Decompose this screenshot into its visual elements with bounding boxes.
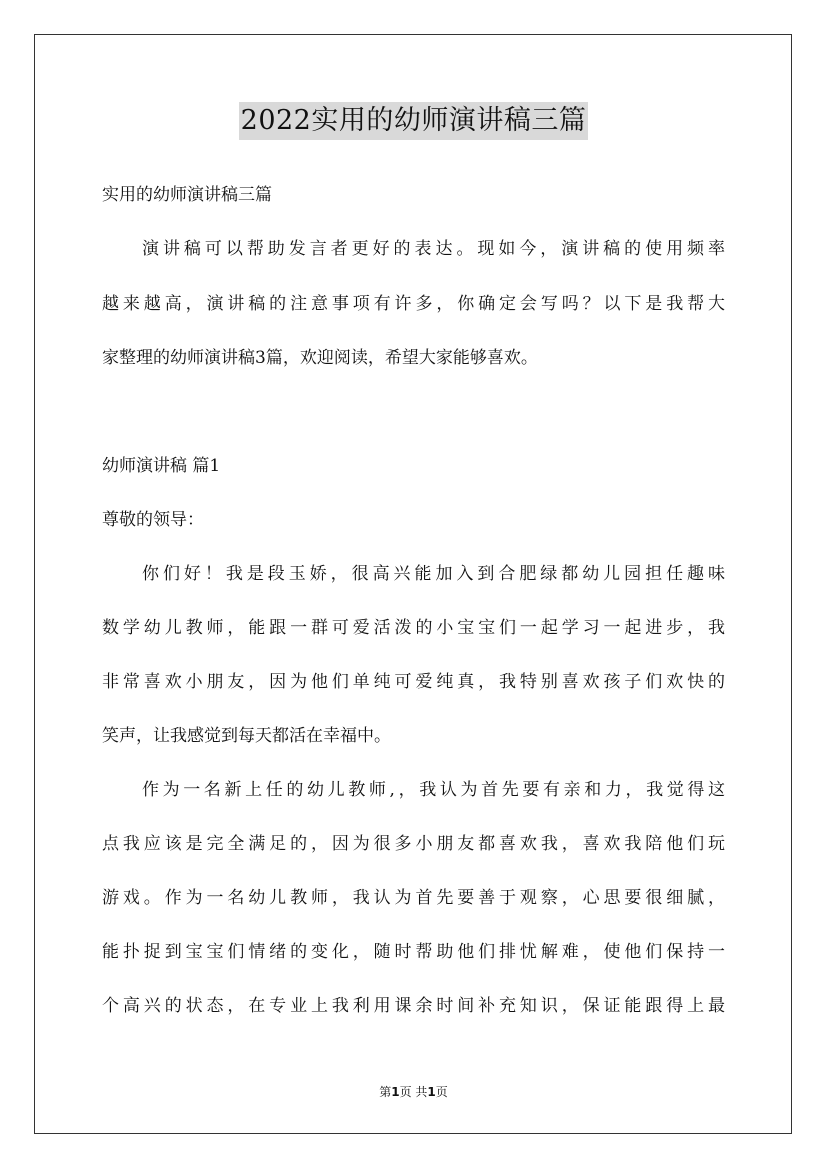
footer-page-number: 1 xyxy=(391,1085,400,1099)
para2-line-3: 游戏。作为一名幼儿教师，我认为首先要善于观察，心思要很细腻， xyxy=(102,888,725,908)
document-subtitle: 实用的幼师演讲稿三篇 xyxy=(102,185,272,205)
para2-line-5: 个高兴的状态，在专业上我利用课余时间补充知识，保证能跟得上最 xyxy=(102,996,725,1016)
para2-line-2: 点我应该是完全满足的，因为很多小朋友都喜欢我，喜欢我陪他们玩 xyxy=(102,834,725,854)
intro-line-2: 越来越高，演讲稿的注意事项有许多，你确定会写吗？以下是我帮大 xyxy=(102,294,725,314)
para1-line-1: 你们好！我是段玉娇，很高兴能加入到合肥绿都幼儿园担任趣味 xyxy=(142,564,725,584)
para2-line-4: 能扑捉到宝宝们情绪的变化，随时帮助他们排忧解难，使他们保持一 xyxy=(102,942,725,962)
document-title: 2022实用的幼师演讲稿三篇 xyxy=(239,102,589,140)
footer-page-prefix: 第 xyxy=(379,1085,392,1099)
para1-line-4: 笑声，让我感觉到每天都活在幸福中。 xyxy=(102,726,391,746)
section-heading: 幼师演讲稿 篇1 xyxy=(102,456,221,476)
footer-page-mid: 页 共 xyxy=(399,1085,428,1099)
intro-line-3: 家整理的幼师演讲稿3篇，欢迎阅读，希望大家能够喜欢。 xyxy=(102,348,538,368)
page-footer xyxy=(0,1084,827,1100)
salutation: 尊敬的领导： xyxy=(102,510,204,530)
para1-line-3: 非常喜欢小朋友，因为他们单纯可爱纯真，我特别喜欢孩子们欢快的 xyxy=(102,672,725,692)
intro-line-1: 演讲稿可以帮助发言者更好的表达。现如今，演讲稿的使用频率 xyxy=(142,239,725,259)
para2-line-1: 作为一名新上任的幼儿教师,，我认为首先要有亲和力，我觉得这 xyxy=(142,780,725,800)
footer-page-suffix: 页 xyxy=(435,1085,448,1099)
para1-line-2: 数学幼儿教师，能跟一群可爱活泼的小宝宝们一起学习一起进步，我 xyxy=(102,618,725,638)
footer-total-pages: 1 xyxy=(427,1085,436,1099)
title-container xyxy=(0,102,827,140)
